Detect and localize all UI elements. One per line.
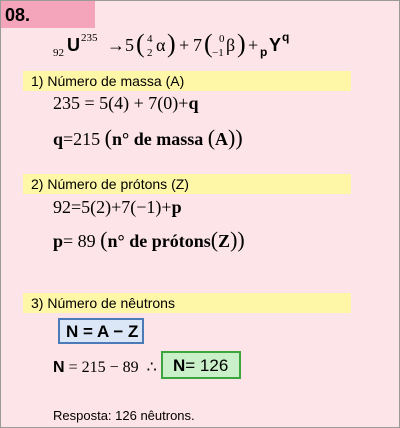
question-number: 08. [5, 5, 31, 25]
neutron-result-variable: N [173, 356, 186, 375]
neutron-calculation [53, 357, 157, 377]
beta-symbol: β [226, 35, 236, 55]
proton-equation-variable: p [171, 197, 182, 217]
left-paren: ( [100, 227, 108, 252]
mass-result-value: =215 [63, 129, 101, 149]
reactant-mass-number: 235 [81, 32, 98, 44]
therefore-symbol: ∴ [146, 359, 157, 376]
neutron-result-box [161, 351, 241, 379]
mass-result-variable: q [53, 129, 64, 149]
right-paren: ) [167, 29, 176, 58]
mass-equation-variable: q [188, 93, 199, 113]
beta-atomic-number: −1 [212, 47, 224, 59]
neutron-formula-box [58, 318, 144, 344]
neutron-calc-expression: = 215 − 89 [68, 359, 139, 376]
reactant-atomic-number: 92 [53, 47, 64, 59]
proton-result-value: = 89 [63, 231, 96, 251]
answer-text: Resposta: 126 nêutrons. [53, 408, 195, 423]
question-number-tab [1, 1, 95, 28]
left-paren: ( [136, 29, 145, 58]
product-symbol: Y [269, 35, 282, 55]
neutron-result [173, 356, 228, 376]
neutron-result-value: = 126 [185, 356, 229, 375]
right-paren: )) [228, 125, 243, 150]
arrow-symbol: → [107, 35, 125, 55]
product-mass-number: q [282, 30, 290, 44]
right-paren: ) [237, 29, 246, 58]
mass-result-note: n° de massa [112, 129, 204, 149]
left-paren: ( [204, 29, 213, 58]
beta-coefficient: 7 [193, 35, 202, 55]
mass-equation-text: 235 = 5(4) + 7(0)+ [53, 93, 189, 113]
alpha-coefficient: 5 [125, 35, 134, 55]
left-paren: ( [207, 125, 216, 150]
proton-result-note: n° de prótons [107, 231, 211, 251]
neutron-section-heading: 3) Número de nêutrons [31, 295, 175, 311]
reaction-equation [53, 29, 398, 71]
neutron-formula: N = A − Z [66, 322, 139, 341]
product-atomic-number: p [260, 45, 268, 59]
proton-section-heading: 2) Número de prótons (Z) [31, 176, 189, 192]
proton-result-variable: p [53, 231, 64, 251]
proton-equation [53, 197, 182, 218]
mass-result [53, 125, 243, 151]
alpha-symbol: α [156, 35, 166, 55]
neutron-calc-variable: N [53, 359, 65, 376]
mass-equation [53, 93, 198, 114]
left-paren: ( [210, 227, 219, 252]
plus-symbol: + [248, 35, 259, 55]
proton-result-note-variable: Z [218, 231, 231, 251]
plus-symbol: + [179, 35, 190, 55]
reactant-symbol: U [67, 35, 80, 55]
proton-result [53, 227, 245, 253]
beta-mass-number: 0 [219, 33, 225, 45]
mass-result-note-variable: A [215, 129, 229, 149]
right-paren: )) [230, 227, 245, 252]
proton-equation-text: 92=5(2)+7(−1)+ [53, 197, 172, 217]
mass-section-heading: 1) Número de massa (A) [31, 73, 185, 89]
left-paren: ( [104, 125, 112, 150]
alpha-mass-number: 4 [147, 33, 153, 45]
alpha-atomic-number: 2 [147, 47, 153, 59]
